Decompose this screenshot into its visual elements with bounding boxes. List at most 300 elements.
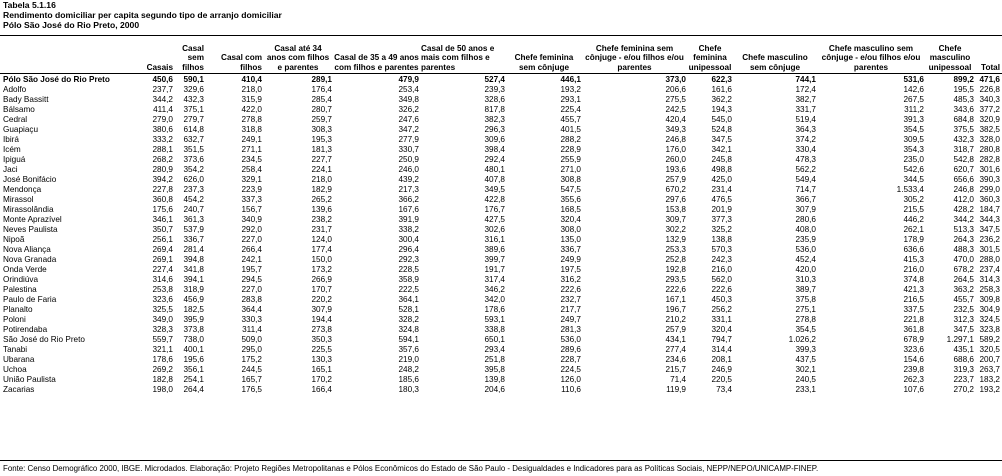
table-cell: 347,5	[711, 135, 732, 144]
table-cell: 373,0	[665, 75, 686, 84]
table-cell: 446,2	[903, 215, 924, 224]
table-cell: 254,1	[183, 375, 204, 384]
row-label: Mendonça	[3, 185, 42, 194]
table-cell: 471,6	[979, 75, 1000, 84]
table-cell: 216,0	[711, 265, 732, 274]
table-cell: 434,1	[665, 335, 686, 344]
table-cell: 455,7	[560, 115, 581, 124]
table-cell: 247,6	[398, 115, 419, 124]
row-label: Nova Granada	[3, 255, 57, 264]
bottom-rule	[0, 460, 1002, 461]
table-cell: 193,2	[979, 385, 1000, 394]
table-cell: 246,8	[953, 185, 974, 194]
table-cell: 154,6	[903, 355, 924, 364]
row-label: Potirendaba	[3, 325, 48, 334]
table-cell: 324,8	[398, 325, 419, 334]
table-cell: 242,1	[241, 255, 262, 264]
table-cell: 139,8	[484, 375, 505, 384]
table-cell: 479,9	[398, 75, 419, 84]
table-cell: 314,4	[711, 345, 732, 354]
table-cell: 216,0	[903, 265, 924, 274]
table-cell: 678,2	[953, 265, 974, 274]
table-cell: 239,8	[903, 365, 924, 374]
table-cell: 232,7	[560, 295, 581, 304]
table-cell: 176,4	[311, 85, 332, 94]
table-cell: 293,1	[560, 95, 581, 104]
table-cell: 325,5	[152, 305, 173, 314]
table-cell: 435,1	[953, 345, 974, 354]
table-cell: 547,5	[560, 185, 581, 194]
table-cell: 349,5	[484, 185, 505, 194]
table-cell: 198,0	[152, 385, 173, 394]
table-cell: 216,5	[903, 295, 924, 304]
table-cell: 182,8	[152, 375, 173, 384]
table-cell: 331,1	[711, 315, 732, 324]
table-cell: 349,0	[152, 315, 173, 324]
table-cell: 297,6	[665, 195, 686, 204]
table-cell: 248,2	[398, 365, 419, 374]
table-cell: 262,1	[903, 225, 924, 234]
table-cell: 319,3	[953, 365, 974, 374]
table-cell: 178,6	[152, 355, 173, 364]
table-row	[0, 275, 1002, 285]
table-cell: 197,5	[560, 265, 581, 274]
table-cell: 237,7	[152, 85, 173, 94]
table-cell: 226,8	[979, 85, 1000, 94]
table-cell: 1.297,1	[946, 335, 974, 344]
row-label: Cedral	[3, 115, 28, 124]
table-cell: 258,4	[241, 165, 262, 174]
table-cell: 354,3	[903, 145, 924, 154]
table-cell: 296,4	[398, 245, 419, 254]
table-cell: 684,8	[953, 115, 974, 124]
row-label: Adolfo	[3, 85, 27, 94]
table-row	[0, 175, 1002, 185]
table-cell: 380,6	[152, 125, 173, 134]
table-cell: 309,8	[979, 295, 1000, 304]
table-cell: 71,4	[670, 375, 686, 384]
table-cell: 432,3	[953, 135, 974, 144]
table-cell: 181,3	[311, 145, 332, 154]
table-cell: 249,1	[241, 135, 262, 144]
table-cell: 218,0	[241, 85, 262, 94]
table-cell: 349,3	[665, 125, 686, 134]
table-cell: 253,4	[398, 85, 419, 94]
table-cell: 382,5	[979, 125, 1000, 134]
table-cell: 292,4	[484, 155, 505, 164]
table-cell: 192,8	[665, 265, 686, 274]
table-cell: 437,5	[795, 355, 816, 364]
table-cell: 232,5	[953, 305, 974, 314]
table-cell: 450,3	[711, 295, 732, 304]
table-cell: 304,9	[979, 305, 1000, 314]
table-cell: 253,8	[152, 285, 173, 294]
table-cell: 309,7	[665, 215, 686, 224]
table-cell: 73,4	[716, 385, 732, 394]
table-cell: 377,3	[711, 215, 732, 224]
col-header-chefe-feminina-sem-conjuge: Chefe feminina sem cônjuge	[514, 53, 574, 72]
table-cell: 283,8	[241, 295, 262, 304]
table-cell: 394,2	[152, 175, 173, 184]
table-cell: 234,5	[241, 155, 262, 164]
row-label: Palestina	[3, 285, 37, 294]
table-cell: 344,5	[903, 175, 924, 184]
table-cell: 318,9	[183, 285, 204, 294]
table-cell: 329,1	[241, 175, 262, 184]
col-header-total: Total	[981, 62, 1000, 72]
table-cell: 325,2	[711, 225, 732, 234]
table-cell: 176,7	[484, 205, 505, 214]
table-cell: 338,2	[398, 225, 419, 234]
table-cell: 262,3	[903, 375, 924, 384]
table-cell: 391,3	[903, 115, 924, 124]
table-cell: 374,2	[795, 135, 816, 144]
table-cell: 559,7	[152, 335, 173, 344]
table-cell: 329,6	[183, 85, 204, 94]
table-cell: 366,2	[398, 195, 419, 204]
table-cell: 182,5	[183, 305, 204, 314]
table-cell: 194,4	[311, 315, 332, 324]
table-row	[0, 95, 1002, 105]
table-cell: 310,3	[795, 275, 816, 284]
row-label: São José do Rio Preto	[3, 335, 85, 344]
table-cell: 150,0	[311, 255, 332, 264]
table-cell: 422,8	[484, 195, 505, 204]
table-cell: 344,2	[152, 95, 173, 104]
table-cell: 222,6	[560, 285, 581, 294]
table-cell: 288,0	[979, 255, 1000, 264]
col-header-chefe-feminina-sem-conjuge-parentes: Chefe feminina sem cônjuge - e/ou filhos e/ou parentes	[585, 44, 684, 72]
table-row	[0, 235, 1002, 245]
row-label: Tanabi	[3, 345, 28, 354]
table-cell: 242,5	[665, 105, 686, 114]
table-cell: 536,0	[560, 335, 581, 344]
table-cell: 377,2	[979, 105, 1000, 114]
table-cell: 281,4	[183, 245, 204, 254]
table-cell: 399,7	[484, 255, 505, 264]
table-cell: 301,6	[979, 165, 1000, 174]
table-cell: 309,6	[484, 135, 505, 144]
table-row	[0, 355, 1002, 365]
table-cell: 354,5	[903, 125, 924, 134]
table-cell: 428,2	[953, 205, 974, 214]
table-cell: 258,3	[979, 285, 1000, 294]
table-cell: 239,3	[484, 85, 505, 94]
row-label: José Bonifácio	[3, 175, 57, 184]
table-cell: 620,7	[953, 165, 974, 174]
table-cell: 184,7	[979, 205, 1000, 214]
table-cell: 363,2	[953, 285, 974, 294]
table-cell: 454,2	[183, 195, 204, 204]
table-cell: 593,1	[484, 315, 505, 324]
table-cell: 166,4	[311, 385, 332, 394]
table-cell: 349,8	[398, 95, 419, 104]
table-cell: 249,9	[560, 255, 581, 264]
col-header-casal-sem-filhos: Casal sem filhos	[182, 44, 204, 72]
table-cell: 257,9	[665, 325, 686, 334]
table-cell: 275,5	[665, 95, 686, 104]
table-cell: 299,0	[979, 185, 1000, 194]
table-cell: 351,5	[183, 145, 204, 154]
table-cell: 165,7	[241, 375, 262, 384]
table-cell: 270,2	[953, 385, 974, 394]
table-cell: 330,4	[795, 145, 816, 154]
row-label: Jaci	[3, 165, 18, 174]
table-cell: 524,8	[711, 125, 732, 134]
table-cell: 366,7	[795, 195, 816, 204]
table-cell: 336,7	[183, 235, 204, 244]
table-row	[0, 155, 1002, 165]
table-cell: 294,5	[241, 275, 262, 284]
table-cell: 362,2	[711, 95, 732, 104]
table-cell: 338,8	[484, 325, 505, 334]
table-cell: 817,8	[484, 105, 505, 114]
row-label: Uchoa	[3, 365, 27, 374]
table-cell: 293,5	[665, 275, 686, 284]
table-cell: 277,9	[398, 135, 419, 144]
table-cell: 269,4	[152, 245, 173, 254]
table-cell: 794,7	[711, 335, 732, 344]
table-cell: 542,6	[903, 165, 924, 174]
table-cell: 259,7	[311, 115, 332, 124]
table-cell: 323,6	[903, 345, 924, 354]
table-row	[0, 185, 1002, 195]
table-cell: 899,2	[953, 75, 974, 84]
table-cell: 330,7	[398, 145, 419, 154]
table-cell: 340,9	[241, 215, 262, 224]
table-cell: 536,0	[795, 245, 816, 254]
table-cell: 215,7	[665, 365, 686, 374]
table-subtitle: Pólo São José do Rio Preto, 2000	[3, 20, 140, 30]
table-cell: 227,7	[311, 155, 332, 164]
table-row	[0, 125, 1002, 135]
table-cell: 331,7	[795, 105, 816, 114]
table-cell: 280,6	[795, 215, 816, 224]
table-cell: 347,5	[979, 225, 1000, 234]
table-cell: 456,9	[183, 295, 204, 304]
table-cell: 165,1	[311, 365, 332, 374]
table-cell: 480,1	[484, 165, 505, 174]
table-cell: 344,2	[953, 215, 974, 224]
table-cell: 182,9	[311, 185, 332, 194]
table-cell: 130,3	[311, 355, 332, 364]
table-cell: 316,2	[560, 275, 581, 284]
table-cell: 300,4	[398, 235, 419, 244]
table-body	[0, 72, 1002, 395]
table-cell: 320,4	[560, 215, 581, 224]
table-cell: 509,0	[241, 335, 262, 344]
table-cell: 228,5	[398, 265, 419, 274]
table-cell: 240,5	[795, 375, 816, 384]
table-cell: 361,3	[183, 215, 204, 224]
table-cell: 288,1	[152, 145, 173, 154]
table-cell: 316,1	[484, 235, 505, 244]
table-row	[0, 265, 1002, 275]
table-cell: 204,6	[484, 385, 505, 394]
table-cell: 636,6	[903, 245, 924, 254]
table-cell: 337,5	[903, 305, 924, 314]
table-cell: 342,0	[484, 295, 505, 304]
row-label: Orindiúva	[3, 275, 39, 284]
table-cell: 266,4	[241, 245, 262, 254]
table-cell: 246,8	[665, 135, 686, 144]
table-cell: 545,0	[711, 115, 732, 124]
table-cell: 320,5	[979, 345, 1000, 354]
table-cell: 346,1	[152, 215, 173, 224]
table-cell: 738,0	[183, 335, 204, 344]
table-cell: 281,3	[560, 325, 581, 334]
table-cell: 280,7	[311, 105, 332, 114]
table-row	[0, 305, 1002, 315]
table-cell: 252,8	[665, 255, 686, 264]
table-cell: 373,6	[183, 155, 204, 164]
table-cell: 256,2	[711, 305, 732, 314]
table-cell: 401,5	[560, 125, 581, 134]
row-label: Mirassolândia	[3, 205, 54, 214]
table-cell: 589,2	[979, 335, 1000, 344]
table-cell: 342,1	[711, 145, 732, 154]
table-cell: 375,1	[183, 105, 204, 114]
table-cell: 400,1	[183, 345, 204, 354]
table-cell: 119,9	[666, 385, 686, 394]
table-cell: 314,6	[152, 275, 173, 284]
table-cell: 242,3	[711, 255, 732, 264]
table-cell: 350,7	[152, 225, 173, 234]
table-cell: 410,4	[241, 75, 262, 84]
table-cell: 1.026,2	[788, 335, 816, 344]
table-number: Tabela 5.1.16	[3, 0, 56, 10]
table-cell: 250,9	[398, 155, 419, 164]
table-cell: 206,6	[665, 85, 686, 94]
table-row	[0, 195, 1002, 205]
table-cell: 358,9	[398, 275, 419, 284]
col-header-casal-com-filhos: Casal com filhos	[221, 53, 262, 72]
table-cell: 308,3	[311, 125, 332, 134]
table-cell: 218,0	[311, 175, 332, 184]
table-cell: 228,9	[560, 145, 581, 154]
col-header-chefe-masculino-unipessoal: Chefe masculino unipessoal	[928, 44, 972, 72]
col-header-chefe-masculino-sem-conjuge: Chefe masculino sem cônjuge	[742, 53, 808, 72]
table-row	[0, 335, 1002, 345]
table-cell: 744,1	[795, 75, 816, 84]
table-cell: 714,7	[795, 185, 816, 194]
table-row	[0, 295, 1002, 305]
table-cell: 251,8	[484, 355, 505, 364]
table-cell: 537,9	[183, 225, 204, 234]
table-cell: 364,3	[795, 125, 816, 134]
table-cell: 167,6	[398, 205, 419, 214]
table-cell: 156,7	[241, 205, 262, 214]
table-cell: 485,3	[953, 95, 974, 104]
table-cell: 235,0	[903, 155, 924, 164]
table-cell: 219,0	[398, 355, 419, 364]
table-cell: 570,3	[711, 245, 732, 254]
table-cell: 269,1	[152, 255, 173, 264]
table-cell: 223,9	[241, 185, 262, 194]
table-cell: 180,3	[398, 385, 419, 394]
table-cell: 279,0	[152, 115, 173, 124]
table-cell: 336,7	[560, 245, 581, 254]
table-cell: 375,5	[953, 125, 974, 134]
table-cell: 321,1	[152, 345, 173, 354]
table-cell: 225,5	[311, 345, 332, 354]
table-cell: 357,6	[398, 345, 419, 354]
table-cell: 308,8	[560, 175, 581, 184]
table-cell: 350,3	[311, 335, 332, 344]
table-cell: 343,6	[953, 105, 974, 114]
table-cell: 196,7	[665, 305, 686, 314]
table-cell: 389,7	[795, 285, 816, 294]
col-header-casais: Casais	[146, 62, 173, 72]
table-cell: 678,9	[903, 335, 924, 344]
table-cell: 395,9	[183, 315, 204, 324]
table-cell: 399,3	[795, 345, 816, 354]
table-cell: 110,6	[561, 385, 581, 394]
table-cell: 132,9	[665, 235, 686, 244]
table-cell: 656,6	[953, 175, 974, 184]
table-cell: 215,5	[903, 205, 924, 214]
table-cell: 519,4	[795, 115, 816, 124]
table-row	[0, 315, 1002, 325]
table-cell: 244,5	[241, 365, 262, 374]
table-cell: 107,6	[903, 385, 924, 394]
table-cell: 356,1	[183, 365, 204, 374]
table-row	[0, 345, 1002, 355]
table-cell: 289,6	[560, 345, 581, 354]
table-cell: 311,4	[242, 325, 262, 334]
table-cell: 227,8	[152, 185, 173, 194]
table-cell: 195,3	[311, 135, 332, 144]
total-row	[0, 75, 1002, 85]
table-cell: 328,2	[398, 315, 419, 324]
table-cell: 269,2	[152, 365, 173, 374]
table-cell: 170,2	[311, 375, 332, 384]
table-cell: 233,1	[795, 385, 816, 394]
table-cell: 389,6	[484, 245, 505, 254]
table-cell: 315,9	[241, 95, 262, 104]
table-cell: 439,2	[398, 175, 419, 184]
table-cell: 318,8	[241, 125, 262, 134]
table-cell: 195,5	[953, 85, 974, 94]
table-cell: 295,0	[241, 345, 262, 354]
table-cell: 531,6	[903, 75, 924, 84]
table-cell: 195,6	[183, 355, 204, 364]
row-label: Planalto	[3, 305, 33, 314]
table-cell: 195,7	[241, 265, 262, 274]
table-cell: 421,3	[903, 285, 924, 294]
table-cell: 395,8	[484, 365, 505, 374]
table-cell: 420,0	[795, 265, 816, 274]
table-cell: 217,3	[398, 185, 419, 194]
row-label: Guapiaçu	[3, 125, 39, 134]
table-cell: 273,8	[311, 325, 332, 334]
table-cell: 452,4	[795, 255, 816, 264]
table-cell: 175,2	[241, 355, 262, 364]
table-row	[0, 245, 1002, 255]
table-cell: 326,2	[398, 105, 419, 114]
table-cell: 455,7	[953, 295, 974, 304]
table-cell: 255,9	[560, 155, 581, 164]
table-cell: 175,6	[152, 205, 173, 214]
table-cell: 476,5	[711, 195, 732, 204]
table-cell: 267,5	[903, 95, 924, 104]
table-cell: 333,2	[152, 135, 173, 144]
table-cell: 268,2	[152, 155, 173, 164]
table-cell: 260,0	[665, 155, 686, 164]
table-cell: 249,7	[560, 315, 581, 324]
table-row	[0, 105, 1002, 115]
table-cell: 271,0	[560, 165, 581, 174]
